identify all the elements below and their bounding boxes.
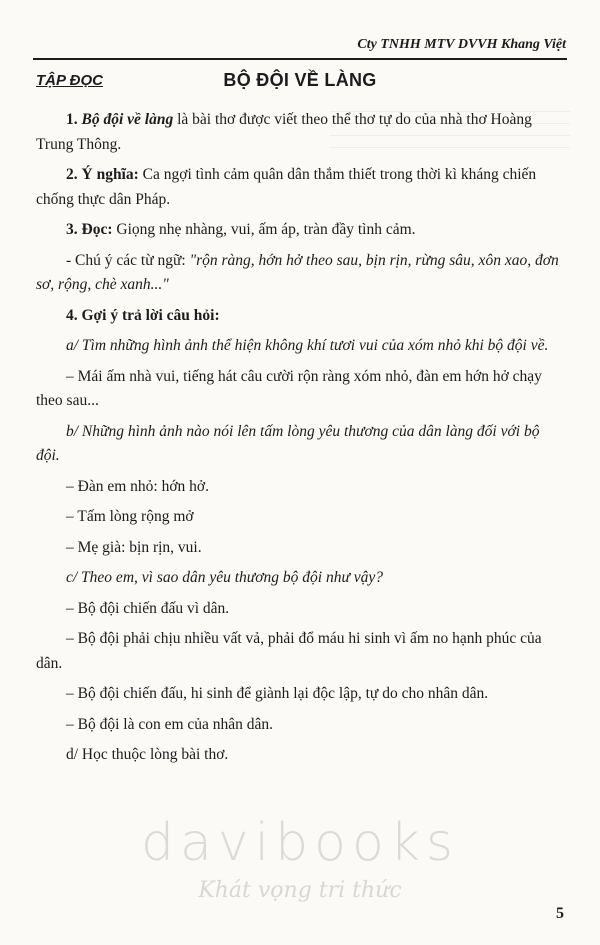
note-prefix: - Chú ý các từ ngữ: — [66, 251, 190, 269]
item-heading: 3. Đọc: — [66, 221, 113, 238]
watermark-brand: davibooks — [141, 813, 459, 873]
lesson-title: BỘ ĐỘI VỀ LÀNG — [223, 70, 377, 90]
lesson-content — [36, 108, 564, 774]
question-c: c/ Theo em, vì sao dân yêu thương bộ đội như vậy? — [66, 569, 384, 586]
question-b: b/ Những hình ảnh nào nói lên tấm lòng yêu thương của dân làng đối với bộ đội. — [36, 422, 540, 464]
answer-b-3: – Mẹ già: bịn rịn, vui. — [66, 538, 202, 556]
item-d: d/ Học thuộc lòng bài thơ. — [66, 746, 229, 763]
answer-c-2: – Bộ đội phải chịu nhiều vất vả, phải đổ máu hi sinh vì ấm no hạnh phúc của dân. — [36, 630, 542, 672]
answer-a-1: – Mái ấm nhà vui, tiếng hát câu cười rộn ràng xóm nhỏ, đàn em hớn hở chạy theo sau... — [36, 367, 542, 409]
note-words: "rộn ràng, hớn hở theo sau, bịn rịn, rừng sâu, xôn xao, đơn sơ, rộng, chè xanh..." — [36, 251, 559, 293]
watermark-slogan: Khát vọng tri thức — [198, 878, 402, 903]
publisher-header: Cty TNHH MTV DVVH Khang Việt — [357, 37, 566, 52]
paragraph-reading — [36, 218, 564, 243]
paragraph-meaning — [36, 163, 564, 212]
section-label: TẬP ĐỌC — [36, 72, 103, 89]
answer-c-1: – Bộ đội chiến đấu vì dân. — [66, 599, 230, 617]
question-a: a/ Tìm những hình ảnh thể hiện không khí tươi vui của xóm nhỏ khi bộ đội về. — [66, 337, 549, 354]
answer-c-4: – Bộ đội là con em của nhân dân. — [66, 715, 274, 733]
paragraph-text: Ca ngợi tình cảm quân dân thắm thiết trong thời kì kháng chiến chống thực dân Pháp. — [36, 166, 537, 208]
poem-title: Bộ đội về làng — [81, 111, 174, 128]
watermark — [0, 815, 600, 905]
paragraph-text: Giọng nhẹ nhàng, vui, ấm áp, tràn đầy tình cảm. — [112, 221, 416, 238]
reading-note — [36, 249, 564, 298]
paragraph-text: là bài thơ được viết theo thể thơ tự do của nhà thơ Hoàng Trung Thông. — [36, 111, 532, 153]
header-rule — [33, 58, 567, 60]
paragraph-1 — [36, 108, 564, 157]
answer-b-2: – Tấm lòng rộng mở — [66, 508, 194, 525]
item-number: 1. — [66, 111, 82, 128]
page-number: 5 — [556, 905, 564, 922]
answer-c-3: – Bộ đội chiến đấu, hi sinh để giành lại độc lập, tự do cho nhân dân. — [66, 685, 489, 702]
questions-heading: 4. Gợi ý trả lời câu hỏi: — [66, 306, 220, 324]
item-heading: 2. Ý nghĩa: — [66, 166, 139, 183]
answer-b-1: – Đàn em nhỏ: hớn hở. — [66, 477, 209, 495]
